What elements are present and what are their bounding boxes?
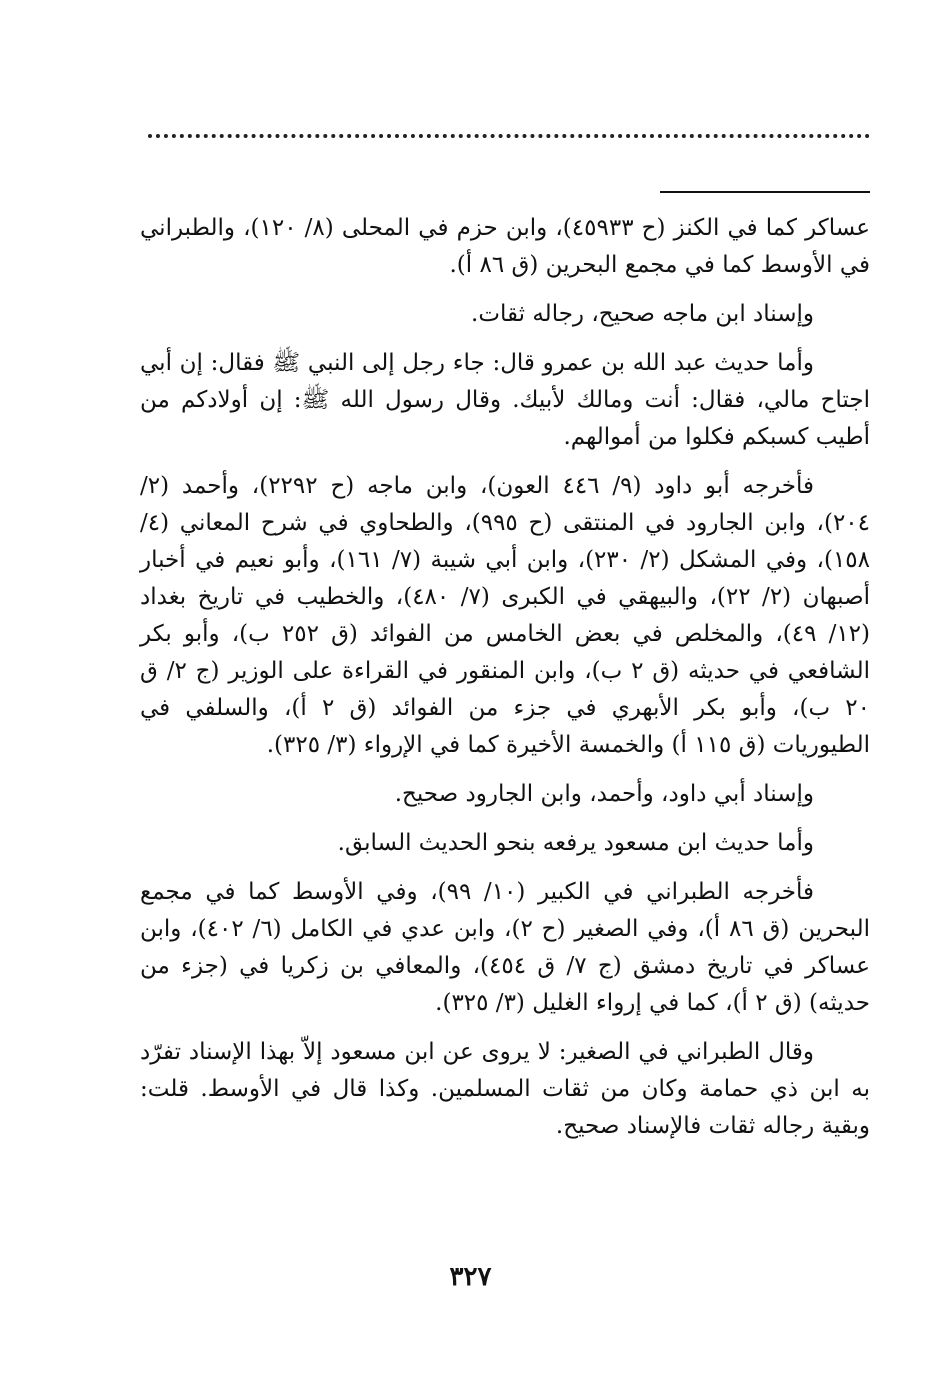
page-number: ٣٢٧ <box>449 1262 492 1292</box>
paragraph-3: وأما حديث عبد الله بن عمرو قال: جاء رجل إلى النبي ﷺ فقال: إن أبي اجتاح مالي، فقال: أنت ومالك لأبيك. وقال رسول الله ﷺ: إن أولادكم من أطيب كسبكم فكلوا من أموالهم. <box>140 350 870 450</box>
paragraph-6: وأما حديث ابن مسعود يرفعه بنحو الحديث السابق. <box>337 830 814 856</box>
paragraph-1: عساكر كما في الكنز (ح ٤٥٩٣٣)، وابن حزم في المحلى (٨/ ١٢٠)، والطبراني في الأوسط كما في مجمع البحرين (ق ٨٦ أ). <box>140 215 870 278</box>
paragraph-8: وقال الطبراني في الصغير: لا يروى عن ابن مسعود إلاّ بهذا الإسناد تفرّد به ابن ذي حمامة وكان من ثقات المسلمين. وكذا قال في الأوسط. قلت: وبقية رجاله ثقات فالإسناد صحيح. <box>140 1039 870 1139</box>
footnote-rule <box>660 191 870 193</box>
dotted-separator <box>148 134 870 138</box>
main-text <box>140 210 870 1157</box>
paragraph-2: وإسناد ابن ماجه صحيح، رجاله ثقات. <box>471 301 814 327</box>
paragraph-5: وإسناد أبي داود، وأحمد، وابن الجارود صحيح. <box>394 781 814 807</box>
paragraph-7: فأخرجه الطبراني في الكبير (١٠/ ٩٩)، وفي الأوسط كما في مجمع البحرين (ق ٨٦ أ)، وفي الصغير (ح ٢)، وابن عدي في الكامل (٦/ ٤٠٢)، وابن عساكر في تاريخ دمشق (ج ٧/ ق ٤٥٤)، والمعافي بن زكريا في (جزء من حديثه) (ق ٢ أ)، كما في إرواء الغليل (٣/ ٣٢٥). <box>140 879 870 1016</box>
paragraph-4: فأخرجه أبو داود (٩/ ٤٤٦ العون)، وابن ماجه (ح ٢٢٩٢)، وأحمد (٢/ ٢٠٤)، وابن الجارود في المنتقى (ح ٩٩٥)، والطحاوي في شرح المعاني (٤/ ١٥٨)، وفي المشكل (٢/ ٢٣٠)، وابن أبي شيبة (٧/ ١٦١)، وأبو نعيم في أخبار أصبهان (٢/ ٢٢)، والبيهقي في الكبرى (٧/ ٤٨٠)، والخطيب في تاريخ بغداد (١٢/ ٤٩)، والمخلص في بعض الخامس من الفوائد (ق ٢٥٢ ب)، وأبو بكر الشافعي في حديثه (ق ٢ ب)، وابن المنقور في القراءة على الوزير (ج ٢/ ق ٢٠ ب)، وأبو بكر الأبهري في جزء من الفوائد (ق ٢ أ)، والسلفي في الطيوريات (ق ١١٥ أ) والخمسة الأخيرة كما في الإرواء (٣/ ٣٢٥). <box>140 473 871 758</box>
